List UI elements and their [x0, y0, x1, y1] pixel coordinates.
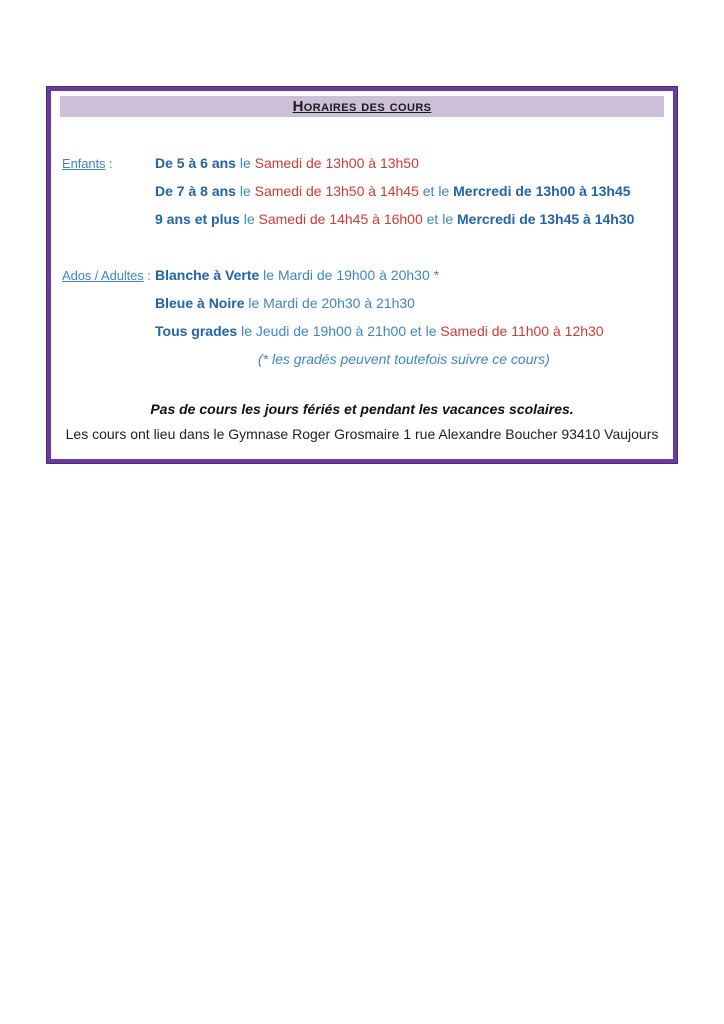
schedule-row	[62, 317, 667, 345]
schedule-row	[62, 177, 667, 205]
age-group: De 7 à 8 ans	[155, 183, 236, 199]
title-bar	[60, 96, 664, 117]
time-slot: le Mardi de 20h30 à 21h30	[244, 295, 415, 311]
section-enfants	[62, 149, 667, 233]
section-label-enfants: Enfants :	[62, 155, 113, 171]
row-content: 9 ans et plus le Samedi de 14h45 à 16h00 et le Mercredi de 13h45 à 14h30	[155, 211, 635, 227]
venue-address: Les cours ont lieu dans le Gymnase Roger Grosmaire 1 rue Alexandre Boucher 93410 Vaujours	[65, 426, 659, 442]
row-content	[155, 295, 667, 311]
schedule-row	[62, 289, 667, 317]
belt-group: Blanche à Verte	[155, 267, 260, 283]
age-group: De 5 à 6 ans	[155, 155, 236, 171]
footnote: (* les gradés peuvent toutefois suivre ce cours)	[258, 351, 550, 367]
schedule-row	[62, 261, 667, 289]
belt-group: Tous grades	[155, 323, 238, 339]
schedule-row	[62, 205, 667, 233]
time-slot: Samedi de 11h00 à 12h30	[440, 323, 604, 339]
belt-group: Bleue à Noire	[155, 295, 245, 311]
section-label-ados-adultes: Ados / Adultes :	[62, 267, 151, 283]
time-slot: Samedi de 13h50 à 14h45	[254, 183, 419, 199]
row-content: De 5 à 6 ans le Samedi de 13h00 à 13h50	[155, 155, 419, 171]
time-slot: Samedi de 13h00 à 13h50	[254, 155, 419, 171]
row-content: De 7 à 8 ans le Samedi de 13h50 à 14h45 et le Mercredi de 13h00 à 13h45	[155, 183, 631, 199]
note-row	[62, 345, 667, 373]
row-content	[155, 267, 667, 283]
time-slot: Samedi de 14h45 à 16h00	[258, 211, 423, 227]
time-slot: Mercredi de 13h45 à 14h30	[457, 211, 635, 227]
section-ados-adultes	[62, 261, 667, 373]
page-title: Horaires des cours	[292, 98, 432, 115]
time-slot: le Mardi de 19h00 à 20h30 *	[259, 267, 440, 283]
time-slot: Mercredi de 13h00 à 13h45	[453, 183, 631, 199]
schedule-row	[62, 149, 667, 177]
schedule-box	[47, 87, 677, 463]
row-content: Tous grades le Jeudi de 19h00 à 21h00 et le Samedi de 11h00 à 12h30	[155, 323, 604, 339]
holidays-notice: Pas de cours les jours fériés et pendant les vacances scolaires.	[150, 401, 574, 417]
age-group: 9 ans et plus	[155, 211, 240, 227]
